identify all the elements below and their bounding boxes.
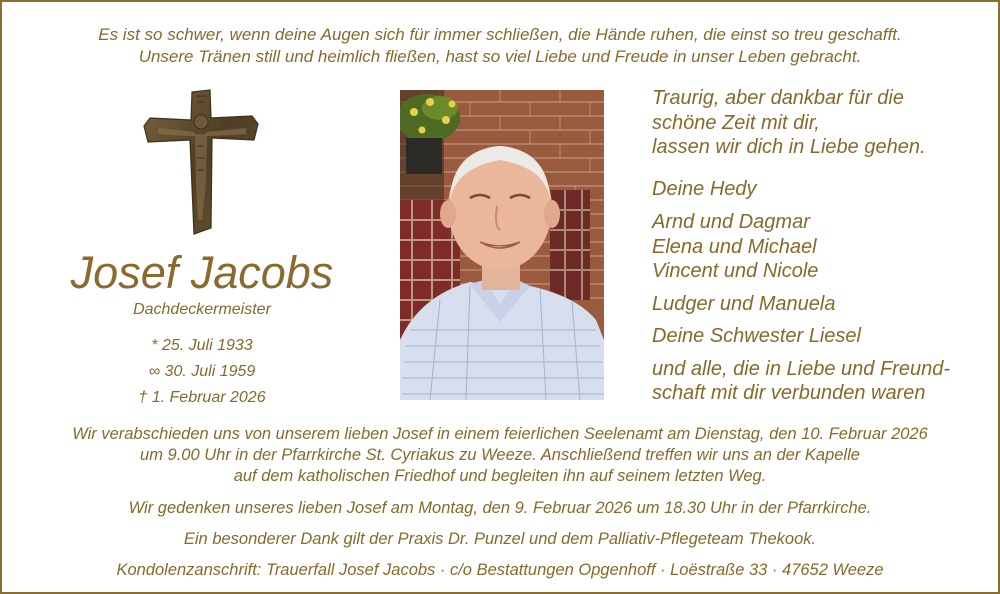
mourner-children: [652, 210, 992, 284]
service-details: [2, 424, 998, 581]
others-line-1: und alle, die in Liebe und Freund-: [652, 357, 950, 380]
intro-line-1: Es ist so schwer, wenn deine Augen sich für immer schließen, die Hände ruhen, die einst so treu geschafft.: [98, 25, 902, 44]
mourner-family-2: Elena und Michael: [652, 235, 817, 258]
profession: Dachdeckermeister: [133, 301, 271, 318]
bronze-crucifix-icon: [140, 88, 264, 236]
intro-line-2: Unsere Tränen still und heimlich fließen, hast so viel Liebe und Freude in unser Leben gebracht.: [138, 47, 862, 66]
mourner-sister: Deine Schwester Liesel: [652, 325, 861, 347]
deceased-name: Josef Jacobs: [70, 247, 334, 298]
mourner-family-1: Arnd und Dagmar: [652, 211, 810, 233]
mourners-list: [652, 86, 992, 406]
birth-date: * 25. Juli 1933: [151, 337, 253, 354]
mourner-wife: Deine Hedy: [652, 177, 757, 200]
mourner-family-4: Ludger und Manuela: [652, 292, 836, 315]
intro-verse: [2, 24, 998, 68]
mourner-others: [652, 357, 992, 406]
verse-line-2: schöne Zeit mit dir,: [652, 111, 820, 134]
condolence-address: Kondolenzanschrift: Trauerfall Josef Jacobs · c/o Bestattungen Opgenhoff · Loëstraße 33 · 47652 Weeze: [116, 561, 884, 579]
portrait-photo: [400, 90, 604, 400]
verse-line-1: Traurig, aber dankbar für die: [652, 87, 904, 109]
ceremony-text: [2, 424, 998, 487]
marriage-date: ∞ 30. Juli 1959: [148, 363, 256, 380]
ceremony-line-3: auf dem katholischen Friedhof und begleiten ihn auf seinem letzten Weg.: [233, 467, 767, 485]
ceremony-line-2: um 9.00 Uhr in der Pfarrkirche St. Cyriakus zu Weeze. Anschließend treffen wir uns an der Kapelle: [140, 446, 860, 464]
ceremony-line-1: Wir verabschieden uns von unserem lieben Josef in einem feierlichen Seelenamt am Dienstag, den 10. Februar 2026: [72, 425, 928, 443]
death-date: † 1. Februar 2026: [138, 389, 266, 406]
verse-line-3: lassen wir dich in Liebe gehen.: [652, 136, 926, 158]
thanks-text: Ein besonderer Dank gilt der Praxis Dr. Punzel und dem Palliativ-Pflegeteam Thekook.: [183, 530, 817, 548]
others-line-2: schaft mit dir verbunden waren: [652, 382, 926, 404]
life-dates: [2, 333, 402, 411]
mourner-family-3: Vincent und Nicole: [652, 260, 819, 282]
remembrance-text: Wir gedenken unseres lieben Josef am Montag, den 9. Februar 2026 um 18.30 Uhr in der Pfarrkirche.: [128, 499, 872, 517]
farewell-verse: [652, 86, 992, 160]
